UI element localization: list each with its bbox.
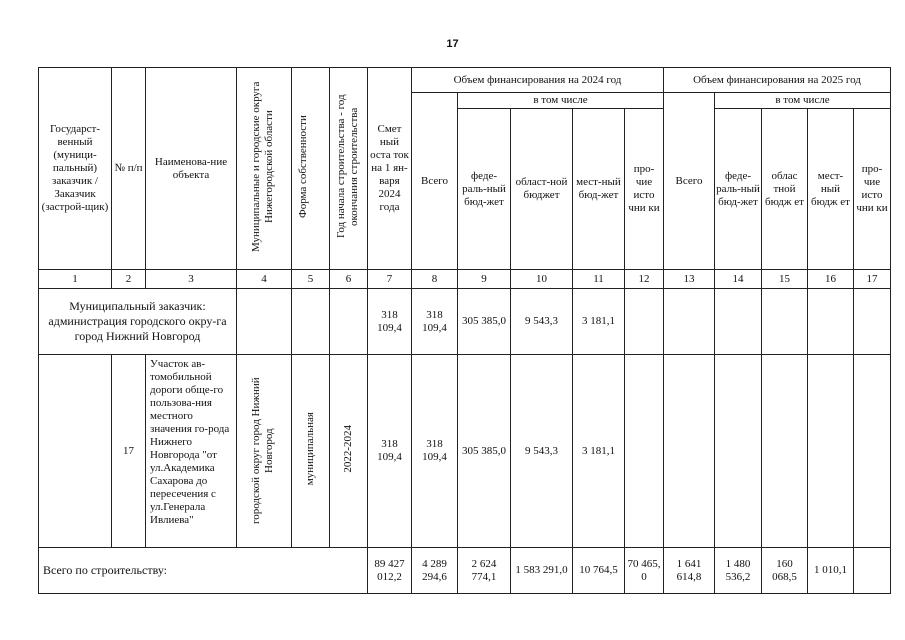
total-label: Всего по строительству: [39, 548, 368, 594]
column-numbers-row [39, 270, 891, 289]
object-ownership: муниципальная [292, 355, 330, 548]
col-num: 11 [573, 270, 625, 289]
header-fin-2025: Объем финансирования на 2025 год [664, 68, 891, 93]
col-num: 9 [458, 270, 511, 289]
col-num: 16 [808, 270, 854, 289]
header-loc-2024: мест-ный бюд-жет [573, 109, 625, 270]
total-oth-2024: 70 465, 0 [625, 548, 664, 594]
header-loc-2025: мест-ный бюдж ет [808, 109, 854, 270]
header-ownership: Форма собственности [292, 68, 330, 270]
total-fed-2024: 2 624 774,1 [458, 548, 511, 594]
header-including-2024: в том числе [458, 93, 664, 109]
total-reg-2025: 160 068,5 [762, 548, 808, 594]
col-num: 6 [330, 270, 368, 289]
page-number: 17 [446, 38, 459, 50]
object-remaining: 318 109,4 [368, 355, 412, 548]
object-years: 2022-2024 [330, 355, 368, 548]
object-total-2024: 318 109,4 [412, 355, 458, 548]
header-total-2025: Всего [664, 93, 715, 270]
col-num: 8 [412, 270, 458, 289]
total-total-2025: 1 641 614,8 [664, 548, 715, 594]
customer-remaining: 318 109,4 [368, 289, 412, 355]
financing-table [38, 67, 891, 594]
customer-fed-2024: 305 385,0 [458, 289, 511, 355]
total-remaining: 89 427 012,2 [368, 548, 412, 594]
total-total-2024: 4 289 294,6 [412, 548, 458, 594]
customer-reg-2024: 9 543,3 [511, 289, 573, 355]
col-num: 2 [112, 270, 146, 289]
col-num: 13 [664, 270, 715, 289]
header-object-name: Наименова-ние объекта [146, 68, 237, 270]
total-fed-2025: 1 480 536,2 [715, 548, 762, 594]
object-num: 17 [112, 355, 146, 548]
object-reg-2024: 9 543,3 [511, 355, 573, 548]
col-num: 5 [292, 270, 330, 289]
object-district: городской округ город Нижний Новгород [237, 355, 292, 548]
total-loc-2025: 1 010,1 [808, 548, 854, 594]
total-loc-2024: 10 764,5 [573, 548, 625, 594]
header-years: Год начала строительства - год окончания строительства [330, 68, 368, 270]
col-num: 15 [762, 270, 808, 289]
col-num: 1 [39, 270, 112, 289]
col-num: 3 [146, 270, 237, 289]
col-num: 14 [715, 270, 762, 289]
header-fed-2024: феде-раль-ный бюд-жет [458, 109, 511, 270]
header-oth-2025: про-чие исто чни ки [854, 109, 891, 270]
total-row [39, 548, 891, 594]
header-reg-2024: област-ной бюджет [511, 109, 573, 270]
customer-loc-2024: 3 181,1 [573, 289, 625, 355]
header-district: Муниципальные и городские округа Нижегородской области [237, 68, 292, 270]
customer-total-2024: 318 109,4 [412, 289, 458, 355]
header-fed-2025: феде-раль-ный бюд-жет [715, 109, 762, 270]
header-oth-2024: про-чие исто чни ки [625, 109, 664, 270]
object-loc-2024: 3 181,1 [573, 355, 625, 548]
col-num: 4 [237, 270, 292, 289]
header-including-2025: в том числе [715, 93, 891, 109]
object-name: Участок ав-томобильной дороги обще-го пользова-ния местного значения го-рода Нижнего Новгорода "от ул.Академика Сахарова до пересечения с ул.Генерала Ивлиева" [146, 355, 237, 548]
col-num: 7 [368, 270, 412, 289]
header-num: № п/п [112, 68, 146, 270]
col-num: 10 [511, 270, 573, 289]
header-total-2024: Всего [412, 93, 458, 270]
total-reg-2024: 1 583 291,0 [511, 548, 573, 594]
object-row [39, 355, 891, 548]
customer-label: Муниципальный заказчик: администрация городского окру-га город Нижний Новгород [39, 289, 237, 355]
header-customer: Государст-венный (муници-пальный) заказчик / Заказчик (застрой-щик) [39, 68, 112, 270]
header-remaining: Смет ный оста ток на 1 ян-варя 2024 года [368, 68, 412, 270]
customer-row [39, 289, 891, 355]
header-fin-2024: Объем финансирования на 2024 год [412, 68, 664, 93]
header-reg-2025: облас тной бюдж ет [762, 109, 808, 270]
col-num: 12 [625, 270, 664, 289]
col-num: 17 [854, 270, 891, 289]
object-fed-2024: 305 385,0 [458, 355, 511, 548]
